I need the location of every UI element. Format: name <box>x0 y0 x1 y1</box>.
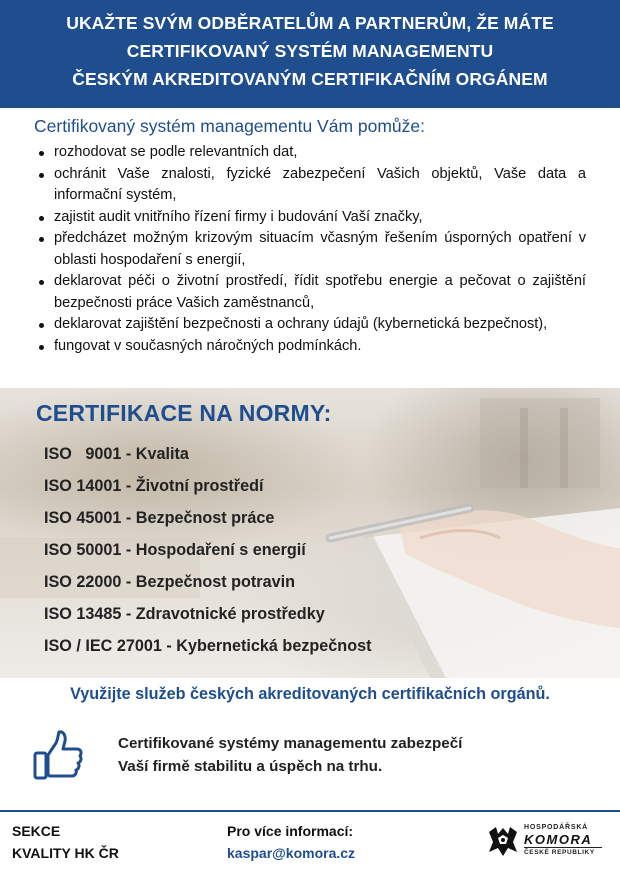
norm-item: ISO 9001 - Kvalita <box>44 445 189 463</box>
norm-item: ISO 13485 - Zdravotnické prostředky <box>44 605 325 623</box>
norms-photo-section <box>0 388 620 678</box>
header-line-3: ČESKÝM AKREDITOVANÝM CERTIFIKAČNÍM ORGÁNEM <box>72 69 548 89</box>
cta-text: Využijte služeb českých akreditovaných certifikačních orgánů. <box>70 685 550 703</box>
footer-section-line-2: KVALITY HK ČR <box>12 845 119 861</box>
logo-rule <box>524 847 602 848</box>
benefit-item: deklarovat zajištění bezpečnosti a ochrany údajů (kybernetická bezpečnost), <box>38 314 586 336</box>
benefit-item: zajistit audit vnitřního řízení firmy i budování Vaší značky, <box>38 207 586 229</box>
thumbs-up-icon <box>32 729 84 781</box>
norms-title: CERTIFIKACE NA NORMY: <box>36 400 332 426</box>
footer-contact <box>227 820 355 864</box>
norm-item: ISO 45001 - Bezpečnost práce <box>44 509 275 527</box>
logo-name-text: KOMORA <box>524 832 593 847</box>
header-line-1: UKAŽTE SVÝM ODBĚRATELŮM A PARTNERŮM, ŽE MÁTE <box>66 13 554 33</box>
cta-message-line-1: Certifikované systémy managementu zabezpečí <box>118 735 463 752</box>
logo-bottom-text: ČESKÉ REPUBLIKY <box>524 849 595 856</box>
benefits-section <box>0 108 620 390</box>
chamber-logo <box>486 822 606 866</box>
benefit-item: předcházet možným krizovým situacím včasným řešením úsporných opatření v oblasti hospodaření s energií, <box>38 228 586 271</box>
benefit-item: ochránit Vaše znalosti, fyzické zabezpečení Vašich objektů, Vaše data a informační systém, <box>38 164 586 207</box>
header-banner <box>0 0 620 108</box>
norms-list <box>44 438 371 662</box>
footer-section <box>12 820 119 864</box>
logo-top-text: HOSPODÁŘSKÁ <box>524 824 589 831</box>
cta-message-line-2: Vaší firmě stabilitu a úspěch na trhu. <box>118 758 383 775</box>
lion-crest-icon <box>486 824 520 858</box>
benefit-item: fungovat v současných náročných podmínkách. <box>38 336 586 358</box>
norm-item: ISO / IEC 27001 - Kybernetická bezpečnost <box>44 637 372 655</box>
cta-message <box>118 732 462 778</box>
norm-item: ISO 22000 - Bezpečnost potravin <box>44 573 295 591</box>
benefits-title: Certifikovaný systém managementu Vám pomůže: <box>34 116 425 136</box>
norm-item: ISO 50001 - Hospodaření s energií <box>44 541 306 559</box>
footer-divider <box>0 810 620 812</box>
benefit-item: deklarovat péči o životní prostředí, řídit spotřebu energie a pečovat o zajištění bezpečnosti práce Vašich zaměstnanců, <box>38 271 586 314</box>
contact-label: Pro více informací: <box>227 823 354 839</box>
footer-section-line-1: SEKCE <box>12 823 61 839</box>
benefit-item: rozhodovat se podle relevantních dat, <box>38 142 586 164</box>
header-line-2: CERTIFIKOVANÝ SYSTÉM MANAGEMENTU <box>126 41 494 61</box>
benefits-list <box>38 142 586 357</box>
contact-email-link[interactable]: kaspar@komora.cz <box>227 845 356 861</box>
norm-item: ISO 14001 - Životní prostředí <box>44 477 264 495</box>
